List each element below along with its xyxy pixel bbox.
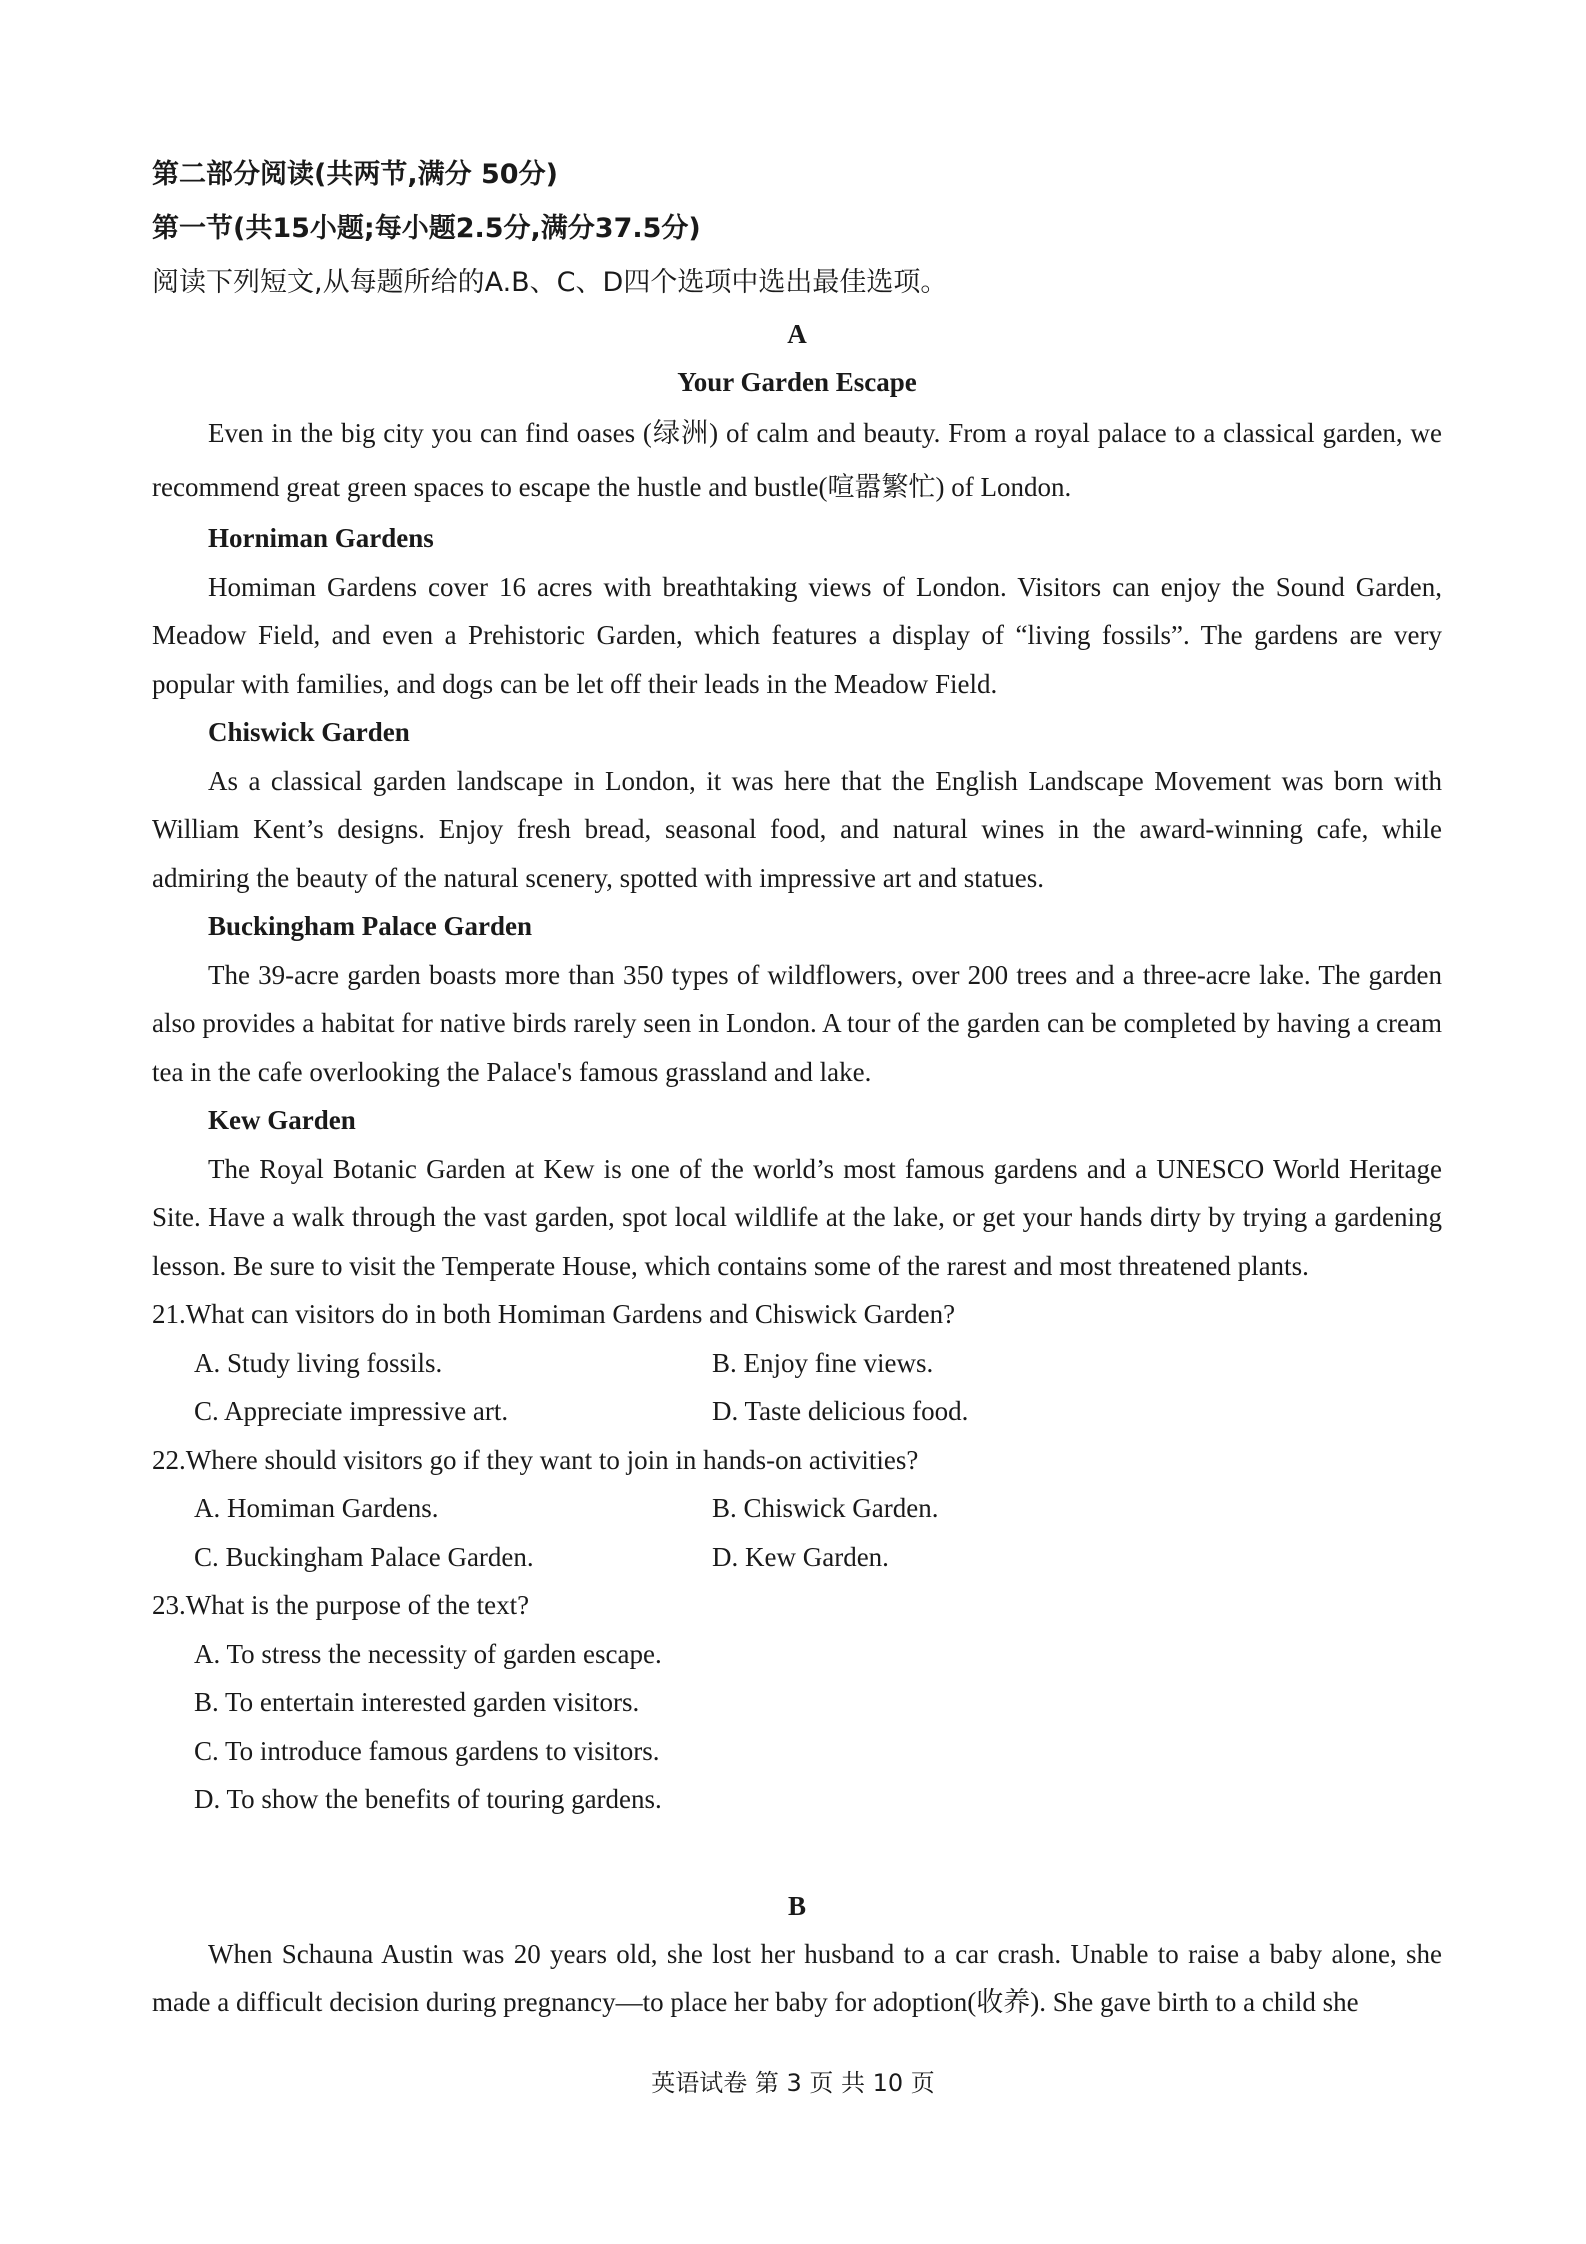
page-footer: 英语试卷 第 3 页 共 10 页 xyxy=(651,2069,935,2097)
section-heading: 第一节(共15小题;每小题2.5分,满分37.5分) xyxy=(152,213,701,244)
question-23-stem: 23.What is the purpose of the text? xyxy=(152,1590,530,1620)
question-21-options-row-2 xyxy=(152,1387,1442,1436)
question-22-option-c[interactable]: C. Buckingham Palace Garden. xyxy=(194,1541,534,1572)
garden-text-chiswick: As a classical garden landscape in London, it was here that the English Landscape Movement was born with William Kent’s designs. Enjoy fresh bread, seasonal food, and natural wines in the award-winning cafe, while admiring the beauty of the natural scenery, spotted with impressive art and statues. xyxy=(152,765,1442,893)
question-21-option-d[interactable]: D. Taste delicious food. xyxy=(712,1396,969,1426)
garden-text-horniman: Homiman Gardens cover 16 acres with breathtaking views of London. Visitors can enjoy the Sound Garden, Meadow Field, and even a Prehistoric Garden, which features a display of “living fossils”. The gardens are very popular with families, and dogs can be let off their leads in the Meadow Field. xyxy=(152,571,1442,699)
passage-letter-a: A xyxy=(787,319,807,349)
question-22-stem: 22.Where should visitors go if they want to join in hands-on activities? xyxy=(152,1444,919,1475)
passage-intro: Even in the big city you can find oases (绿洲) of calm and beauty. From a royal palace to a classical garden, we recommend great green spaces to escape the hustle and bustle(喧嚣繁忙) of London. xyxy=(152,418,1442,502)
passage-title: Your Garden Escape xyxy=(677,367,917,397)
passage-letter-b: B xyxy=(787,1890,806,1921)
garden-heading-horniman: Horniman Gardens xyxy=(208,523,434,553)
instruction-text: 阅读下列短文,从每题所给的A.B、C、D四个选项中选出最佳选项。 xyxy=(152,267,948,298)
question-23-option-a[interactable]: A. To stress the necessity of garden escape. xyxy=(194,1638,662,1669)
garden-heading-kew: Kew Garden xyxy=(208,1105,356,1135)
garden-text-kew: The Royal Botanic Garden at Kew is one of the world’s most famous gardens and a UNESCO World Heritage Site. Have a walk through the vast garden, spot local wildlife at the lake, or get your hands dirty by trying a gardening lesson. Be sure to visit the Temperate House, which contains some of the rarest and most threatened plants. xyxy=(152,1153,1442,1281)
question-22-option-b[interactable]: B. Chiswick Garden. xyxy=(712,1493,939,1523)
question-21-option-b[interactable]: B. Enjoy fine views. xyxy=(712,1347,934,1378)
garden-text-buckingham: The 39-acre garden boasts more than 350 types of wildflowers, over 200 trees and a three-acre lake. The garden also provides a habitat for native birds rarely seen in London. A tour of the garden can be completed by having a cream tea in the cafe overlooking the Palace's famous grassland and lake. xyxy=(152,959,1442,1087)
question-21-options-row-1 xyxy=(152,1339,1442,1388)
question-22-option-a[interactable]: A. Homiman Gardens. xyxy=(194,1493,439,1523)
question-21-stem: 21.What can visitors do in both Homiman Gardens and Chiswick Garden? xyxy=(152,1299,956,1329)
question-22-options-row-1 xyxy=(152,1484,1442,1533)
question-23-option-b[interactable]: B. To entertain interested garden visitors. xyxy=(194,1687,640,1717)
question-22-options-row-2 xyxy=(152,1533,1442,1582)
exam-page xyxy=(152,148,1442,2027)
garden-heading-buckingham: Buckingham Palace Garden xyxy=(208,911,533,941)
question-23-option-d[interactable]: D. To show the benefits of touring gardens. xyxy=(194,1784,662,1814)
question-23-option-c[interactable]: C. To introduce famous gardens to visitors. xyxy=(194,1735,660,1766)
passage-b-intro: When Schauna Austin was 20 years old, she lost her husband to a car crash. Unable to raise a baby alone, she made a difficult decision during pregnancy—to place her baby for adoption(收养). She gave birth to a child she xyxy=(152,1938,1442,2017)
garden-heading-chiswick: Chiswick Garden xyxy=(208,717,410,747)
question-21-option-a[interactable]: A. Study living fossils. xyxy=(194,1347,443,1378)
question-21-option-c[interactable]: C. Appreciate impressive art. xyxy=(194,1396,509,1426)
part-heading: 第二部分阅读(共两节,满分 50分) xyxy=(152,159,558,190)
question-22-option-d[interactable]: D. Kew Garden. xyxy=(712,1541,889,1572)
passage-gap xyxy=(152,1824,1442,1882)
